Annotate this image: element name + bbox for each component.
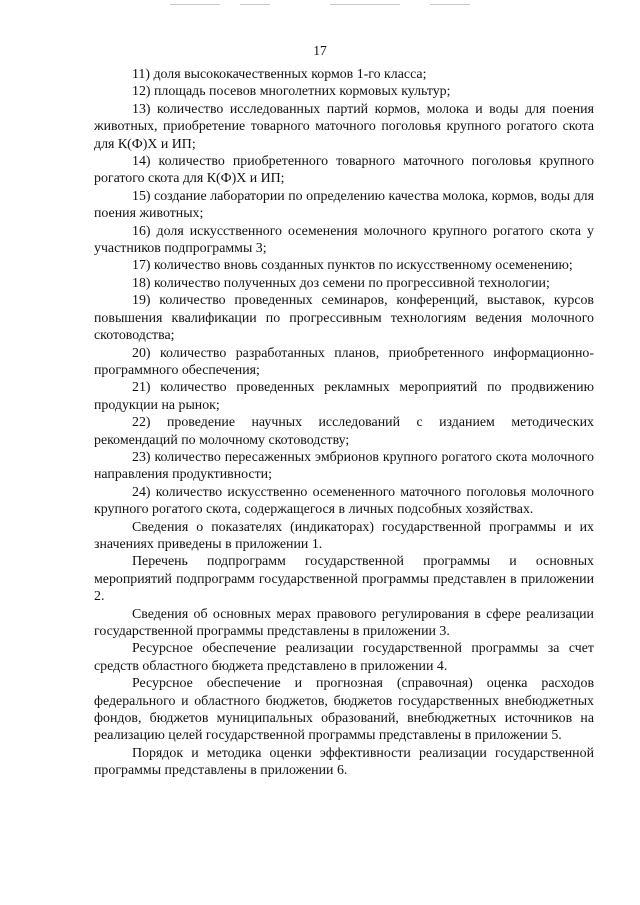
scan-artifact (330, 4, 400, 5)
list-item-17: 17) количество вновь созданных пунктов по искусственному осеменению; (132, 258, 573, 274)
scan-artifact (430, 4, 470, 5)
list-item-13: 13) количество исследованных партий кормов, молока и воды для поения животных, приобретение товарного маточного поголовья крупного рогатого скота для К(Ф)Х и ИП; (94, 101, 594, 152)
scan-artifact (240, 4, 270, 5)
page-number: 17 (313, 43, 327, 58)
paragraph-appendix-6: Порядок и методика оценки эффективности реализации государственной программы представлены в приложении 6. (94, 745, 594, 779)
list-item-22: 22) проведение научных исследований с изданием методических рекомендаций по молочному скотоводству; (94, 415, 594, 448)
list-item-20: 20) количество разработанных планов, приобретенного информационно-программного обеспечения; (94, 345, 594, 378)
paragraph-appendix-5: Ресурсное обеспечение и прогнозная (справочная) оценка расходов федерального и областного бюджетов, бюджетов государственных внебюджетных фондов, бюджетов муниципальных образований, внебюджетных источников на реализацию целей государственной программы представлены в приложении 5. (94, 676, 594, 744)
list-item-14: 14) количество приобретенного товарного маточного поголовья крупного рогатого скота для К(Ф)Х и ИП; (94, 154, 594, 187)
paragraph-appendix-2: Перечень подпрограмм государственной программы и основных мероприятий подпрограмм государственной программы представлен в приложении 2. (94, 554, 594, 605)
paragraph-appendix-3: Сведения об основных мерах правового регулирования в сфере реализации государственной программы представлены в приложении 3. (94, 606, 594, 639)
list-item-23: 23) количество пересаженных эмбрионов крупного рогатого скота молочного направления продуктивности; (94, 449, 594, 483)
list-item-24: 24) количество искусственно осемененного маточного поголовья молочного крупного рогатого скота, содержащегося в личных подсобных хозяйствах. (94, 484, 594, 518)
list-item-19: 19) количество проведенных семинаров, конференций, выставок, курсов повышения квалификации по прогрессивным технологиям ведения молочного скотоводства; (94, 293, 594, 344)
paragraph-appendix-4: Ресурсное обеспечение реализации государственной программы за счет средств областного бюджета представлено в приложении 4. (94, 641, 594, 674)
paragraph-appendix-1: Сведения о показателях (индикаторах) государственной программы и их значениях приведены в приложении 1. (94, 519, 594, 552)
list-item-16: 16) доля искусственного осеменения молочного крупного рогатого скота у участников подпрограммы 3; (94, 223, 594, 257)
list-item-21: 21) количество проведенных рекламных мероприятий по продвижению продукции на рынок; (94, 380, 594, 413)
document-body (94, 66, 594, 780)
list-item-12: 12) площадь посевов многолетних кормовых культур; (132, 84, 451, 100)
list-item-11: 11) доля высококачественных кормов 1-го класса; (132, 67, 427, 82)
list-item-15: 15) создание лаборатории по определению качества молока, кормов, воды для поения животных; (94, 188, 594, 222)
scan-artifact (170, 4, 220, 5)
list-item-18: 18) количество полученных доз семени по прогрессивной технологии; (132, 275, 550, 291)
